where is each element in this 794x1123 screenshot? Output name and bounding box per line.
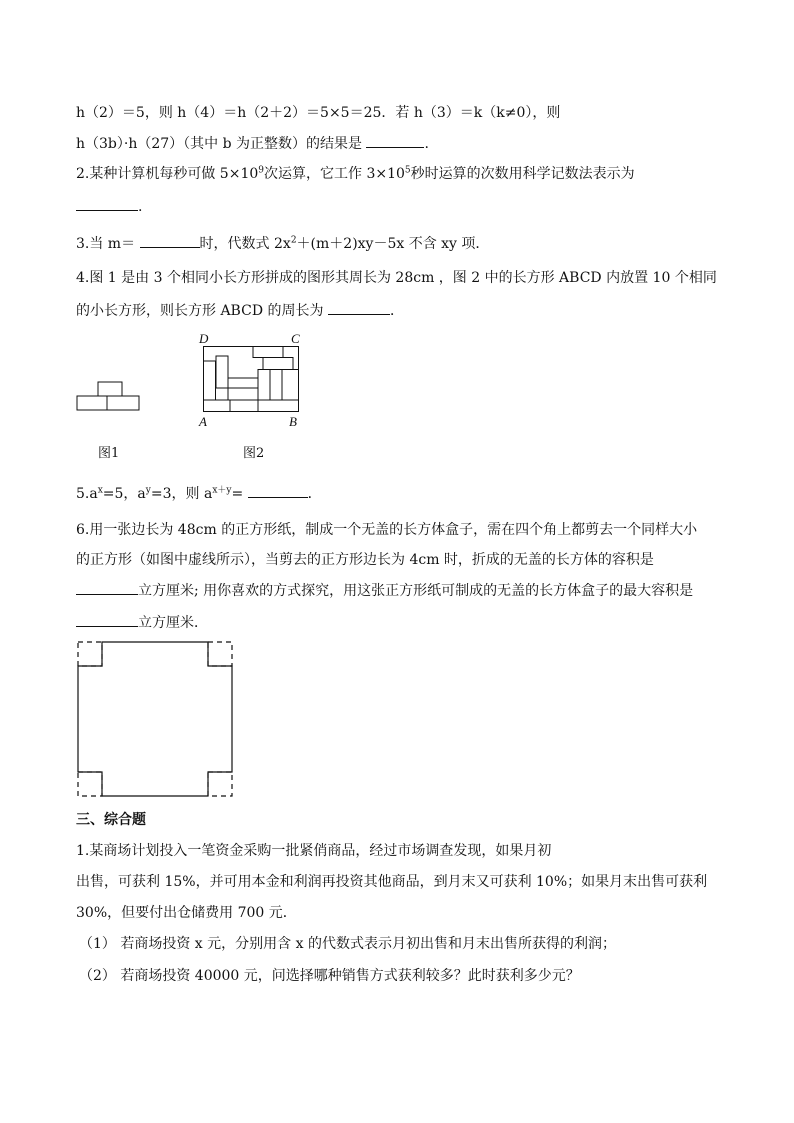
answer-blank[interactable]: [248, 483, 308, 498]
exponent: x: [97, 485, 103, 496]
text: ．: [307, 486, 322, 502]
section3-problem1-line3: [76, 903, 297, 923]
question-6-line3: [76, 580, 693, 601]
text: 立方厘米; 用你喜欢的方式探究，用这张正方形纸可制成的无盖的长方体盒子的最大容积是: [138, 583, 694, 599]
label-C: C: [291, 331, 300, 346]
text: 的正方形（如图中虚线所示），当剪去的正方形边长为 4cm 时，折成的无盖的长方体的容积是: [76, 552, 654, 568]
text: 2.某种计算机每秒可做 5×10: [76, 166, 259, 182]
text: （1） 若商场投资 x 元，分别用含 x 的代数式表示月初出售和月末出售所获得的利润；: [79, 936, 616, 952]
answer-blank[interactable]: [328, 300, 390, 315]
figure-1-caption: 图1: [98, 446, 120, 461]
text: ．: [389, 303, 404, 319]
text: （2） 若商场投资 40000 元，问选择哪种销售方式获利较多？此时获利多少元？: [79, 968, 580, 984]
answer-blank[interactable]: [76, 196, 138, 211]
label-D: D: [199, 331, 209, 346]
answer-blank[interactable]: [76, 612, 138, 627]
question-6-line1: [76, 520, 697, 540]
figure-2-rectangle-abcd: [203, 346, 299, 412]
label-B: B: [289, 414, 297, 429]
exponent: 9: [258, 165, 264, 176]
text: .: [424, 136, 429, 152]
text: 5.a: [76, 486, 98, 502]
exponent: y: [145, 485, 151, 496]
section3-subquestion-1: [79, 934, 616, 954]
question-2-line1: [76, 164, 635, 184]
question-6-line2: [76, 550, 654, 570]
text: 秒时运算的次数用科学记数法表示为: [410, 166, 635, 182]
question-5: [76, 483, 322, 504]
text: 的小长方形，则长方形 ABCD 的周长为: [76, 303, 324, 319]
text: 时，代数式 2x: [199, 236, 291, 252]
text: =3，则 a: [150, 486, 213, 502]
question-4-line1: [76, 268, 717, 288]
text: h（2）＝5，则 h（4）＝h（2＋2）＝5×5＝25．若 h（3）＝k（k≠0），则: [76, 105, 561, 121]
text: h（3b）·h（27）（其中 b 为正整数）的结果是: [76, 136, 363, 152]
answer-blank[interactable]: [366, 133, 424, 148]
text: 30%，但要付出仓储费用 700 元．: [76, 905, 297, 921]
text: 次运算，它工作 3×10: [264, 166, 405, 182]
figure-2-caption: 图2: [243, 446, 265, 461]
answer-blank[interactable]: [76, 580, 138, 595]
figure-1-rectangles: [76, 380, 140, 412]
label-A: A: [199, 414, 207, 429]
section3-problem1-line2: [76, 872, 707, 892]
question-3: [76, 233, 489, 254]
exponent: 2: [290, 235, 297, 246]
question-6-line4: [76, 612, 208, 633]
text: 出售，可获利 15%，并可用本金和利润再投资其他商品，到月末又可获利 10%；如果月末出售可获利: [76, 874, 708, 890]
text: ＋(m＋2)xy－5x 不含 xy 项．: [296, 236, 490, 252]
text: 6.用一张边长为 48cm 的正方形纸，制成一个无盖的长方体盒子，需在四个角上都剪去一个同样大小: [76, 522, 698, 538]
section-heading: 三、综合题: [76, 812, 146, 828]
square-paper-figure: [76, 640, 236, 800]
text: =5，a: [102, 486, 146, 502]
text: 3.当 m＝: [76, 236, 136, 252]
text: 4.图 1 是由 3 个相同小长方形拼成的图形其周长为 28cm ，图 2 中的长方形 ABCD 内放置 10 个相同: [76, 270, 717, 286]
exponent: x＋y: [212, 485, 232, 496]
answer-blank[interactable]: [140, 233, 200, 248]
question-2-line2: [76, 196, 142, 217]
exponent: 5: [404, 165, 411, 176]
problem-continuation-line1: [76, 103, 560, 123]
text: =: [231, 486, 244, 502]
section3-subquestion-2: [79, 966, 580, 986]
text: 1.某商场计划投入一笔资金采购一批紧俏商品，经过市场调查发现，如果月初: [76, 843, 552, 859]
text: 立方厘米．: [138, 615, 208, 631]
section3-problem1-line1: [76, 841, 551, 861]
question-4-line2: [76, 300, 404, 321]
problem-continuation-line2: [76, 133, 429, 154]
text: .: [138, 199, 143, 215]
